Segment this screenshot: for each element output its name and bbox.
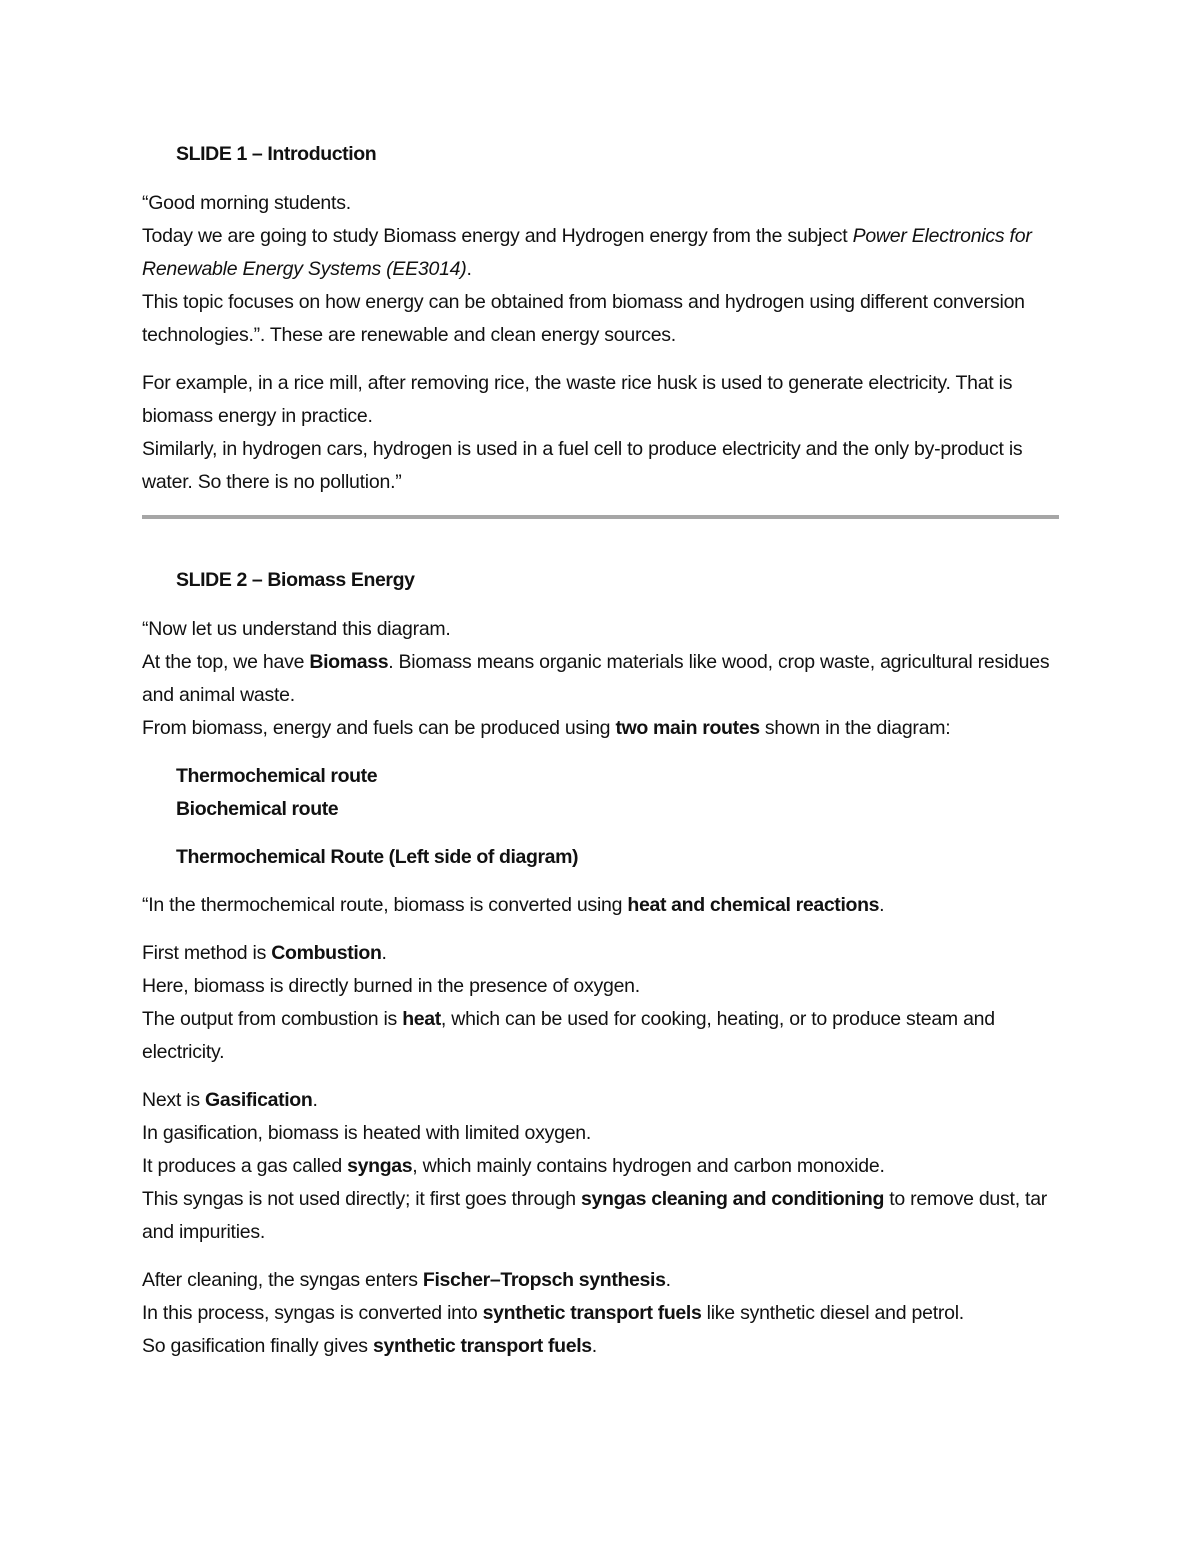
text-run: “In the thermochemical route, biomass is converted using — [142, 894, 628, 916]
bold-term: Biomass — [309, 651, 389, 673]
text-run: shown in the diagram: — [759, 717, 951, 739]
ft-line-3 — [142, 1330, 1060, 1363]
text-run: First method is — [142, 942, 272, 964]
section-divider — [142, 515, 1059, 519]
slide2-line-1: “Now let us understand this diagram. — [142, 618, 451, 640]
text-run: . — [665, 1269, 671, 1291]
slide1-paragraph-2 — [142, 367, 1060, 499]
text-run: This syngas is not used directly; it first goes through — [142, 1188, 582, 1210]
bold-term: Fischer–Tropsch synthesis — [422, 1269, 666, 1291]
slide1-line-3: This topic focuses on how energy can be obtained from biomass and hydrogen using different conversion technologies.”. These are renewable and clean energy sources. — [142, 291, 1025, 346]
text-run: Next is — [142, 1089, 206, 1111]
slide1-line-2 — [142, 220, 1060, 286]
text-run: Today we are going to study Biomass energy and Hydrogen energy from the subject — [142, 225, 853, 247]
slide1-heading: SLIDE 1 – Introduction — [176, 143, 377, 165]
text-run: like synthetic diesel and petrol. — [701, 1302, 964, 1324]
slide1-line-1: “Good morning students. — [142, 192, 351, 214]
bold-term: Combustion — [271, 942, 382, 964]
slide2-paragraph-1 — [142, 613, 1060, 745]
text-run: It produces a gas called — [142, 1155, 348, 1177]
fischer-tropsch-paragraph — [142, 1264, 1060, 1363]
bold-term: syngas cleaning and conditioning — [581, 1188, 885, 1210]
route-thermochemical: Thermochemical route — [176, 765, 378, 787]
text-run: So gasification finally gives — [142, 1335, 373, 1357]
gasification-line-3 — [142, 1150, 1060, 1183]
text-run: . — [466, 258, 472, 280]
document-page — [142, 138, 1060, 1363]
slide1-example-line: For example, in a rice mill, after removing rice, the waste rice husk is used to generate electricity. That is biomass energy in practice. — [142, 372, 1013, 427]
combustion-line-1 — [142, 937, 1060, 970]
combustion-paragraph — [142, 937, 1060, 1069]
ft-line-1 — [142, 1264, 1060, 1297]
slide2-line-2 — [142, 646, 1060, 712]
bold-term: two main routes — [615, 717, 760, 739]
gasification-line-4 — [142, 1183, 1060, 1249]
bold-term: synthetic transport fuels — [372, 1335, 592, 1357]
text-run: to remove dust, tar and impurities. — [142, 1188, 1048, 1243]
slide1-hydrogen-line: Similarly, in hydrogen cars, hydrogen is used in a fuel cell to produce electricity and the only by-product is water. So there is no pollution.” — [142, 438, 1023, 493]
bold-term: syngas — [347, 1155, 413, 1177]
combustion-line-2: Here, biomass is directly burned in the presence of oxygen. — [142, 975, 640, 997]
subject-name: Power Electronics for Renewable Energy Systems (EE3014) — [142, 225, 1032, 280]
text-run: At the top, we have — [142, 651, 310, 673]
bold-term: synthetic transport fuels — [482, 1302, 702, 1324]
slide2-line-3 — [142, 712, 1060, 745]
text-run: . — [381, 942, 387, 964]
text-run: , which can be used for cooking, heating, or to produce steam and electricity. — [142, 1008, 995, 1063]
gasification-line-1 — [142, 1084, 1060, 1117]
thermo-intro-line — [142, 889, 1060, 922]
text-run: . — [879, 894, 885, 916]
text-run: , which mainly contains hydrogen and carbon monoxide. — [412, 1155, 885, 1177]
bold-term: Gasification — [205, 1089, 313, 1111]
text-run: From biomass, energy and fuels can be produced using — [142, 717, 616, 739]
text-run: . — [591, 1335, 597, 1357]
slide2-heading: SLIDE 2 – Biomass Energy — [176, 569, 415, 591]
text-run: The output from combustion is — [142, 1008, 403, 1030]
text-run: In this process, syngas is converted into — [142, 1302, 483, 1324]
text-run: . — [312, 1089, 318, 1111]
bold-term: heat and chemical reactions — [627, 894, 880, 916]
combustion-line-3 — [142, 1003, 1060, 1069]
bold-term: heat — [402, 1008, 441, 1030]
text-run: After cleaning, the syngas enters — [142, 1269, 423, 1291]
slide1-paragraph-1 — [142, 187, 1060, 352]
route-biochemical: Biochemical route — [176, 798, 339, 820]
ft-line-2 — [142, 1297, 1060, 1330]
routes-list — [142, 760, 1060, 826]
gasification-line-2: In gasification, biomass is heated with limited oxygen. — [142, 1122, 592, 1144]
text-run: . Biomass means organic materials like wood, crop waste, agricultural residues and animal waste. — [142, 651, 1050, 706]
gasification-paragraph — [142, 1084, 1060, 1249]
thermochemical-subheading: Thermochemical Route (Left side of diagram) — [176, 846, 579, 868]
